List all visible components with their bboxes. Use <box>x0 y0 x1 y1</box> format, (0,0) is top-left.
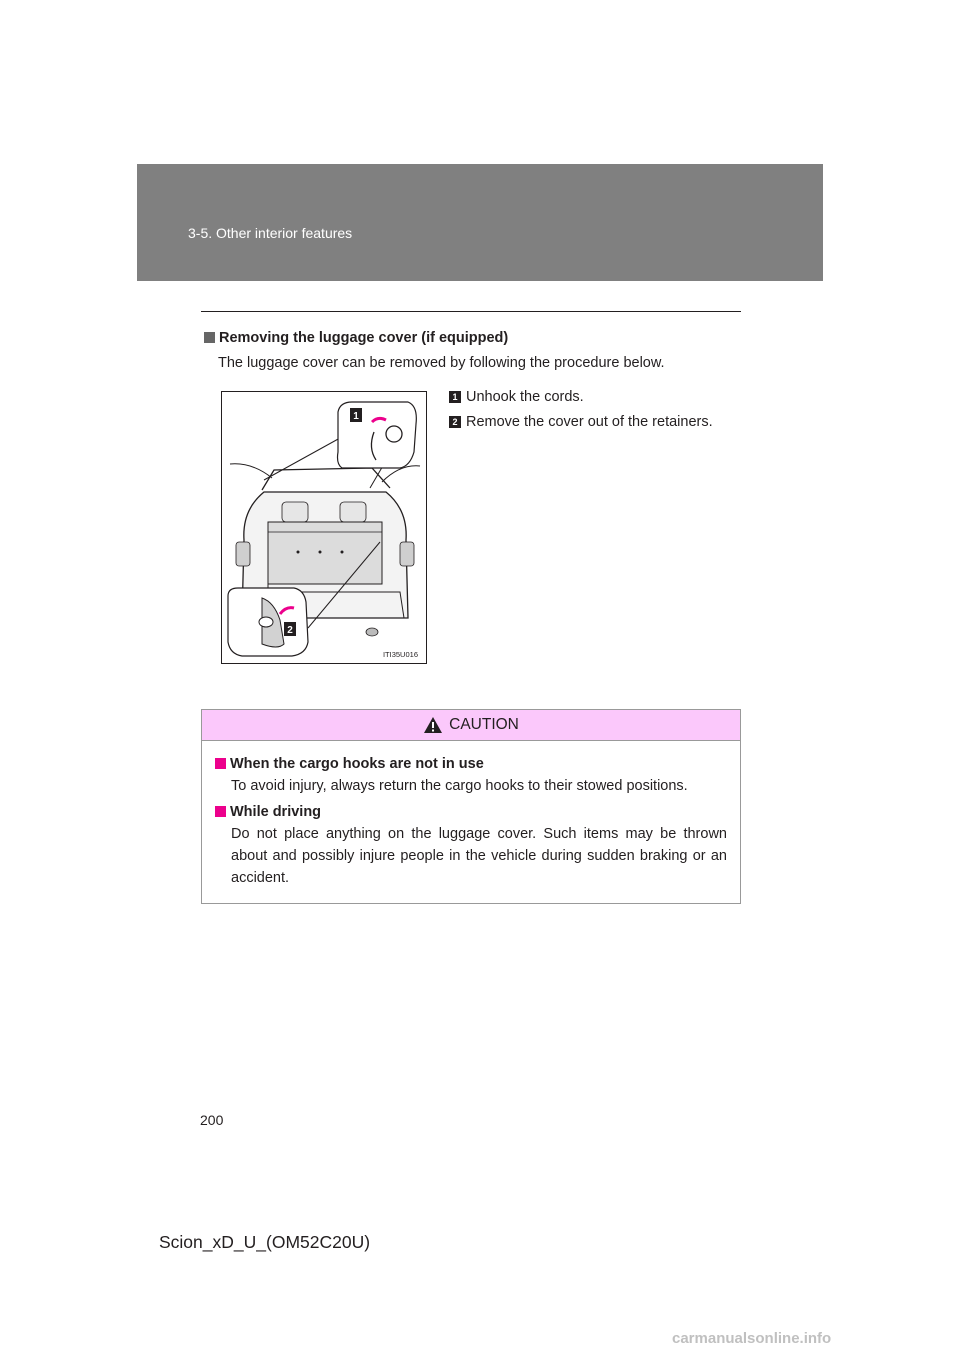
caution-item-text: To avoid injury, always return the cargo hooks to their stowed positions. <box>231 778 688 794</box>
caution-item-text: Do not place anything on the luggage cover. Such items may be thrown about and possibly injure people in the vehicle during sudden braking or an accident. <box>231 826 727 886</box>
callout-1-label: 1 <box>353 411 359 422</box>
square-bullet-icon <box>215 758 226 769</box>
step-number-badge: 2 <box>449 416 461 428</box>
caution-header <box>202 710 740 741</box>
rear-hatch-open-icon <box>222 392 428 665</box>
step-text: Remove the cover out of the retainers. <box>466 414 713 430</box>
section-divider <box>201 311 741 312</box>
caution-body <box>202 741 740 889</box>
subsection-heading <box>204 330 508 346</box>
page-number: 200 <box>200 1112 224 1128</box>
step-2 <box>449 414 713 430</box>
intro-text: The luggage cover can be removed by following the procedure below. <box>218 355 665 371</box>
callout-2-label: 2 <box>287 625 293 636</box>
figure-code: ITI35U016 <box>382 650 418 659</box>
header-band <box>137 164 823 281</box>
caution-item-title-text: While driving <box>230 804 322 820</box>
step-text: Unhook the cords. <box>466 389 584 405</box>
section-title: 3-5. Other interior features <box>188 225 353 241</box>
footer-manual-code: Scion_xD_U_(OM52C20U) <box>159 1232 371 1252</box>
watermark: carmanualsonline.info <box>672 1330 832 1347</box>
luggage-cover-illustration <box>221 391 427 664</box>
caution-box <box>201 709 741 904</box>
square-bullet-icon <box>204 332 215 343</box>
caution-item-title-text: When the cargo hooks are not in use <box>230 756 484 772</box>
subsection-title: Removing the luggage cover (if equipped) <box>219 330 509 346</box>
caution-label: CAUTION <box>449 716 519 733</box>
step-1 <box>449 389 584 405</box>
caution-item-title <box>215 801 727 823</box>
step-number-badge: 1 <box>449 391 461 403</box>
caution-item-title <box>215 753 727 775</box>
square-bullet-icon <box>215 806 226 817</box>
warning-triangle-icon <box>423 716 443 734</box>
